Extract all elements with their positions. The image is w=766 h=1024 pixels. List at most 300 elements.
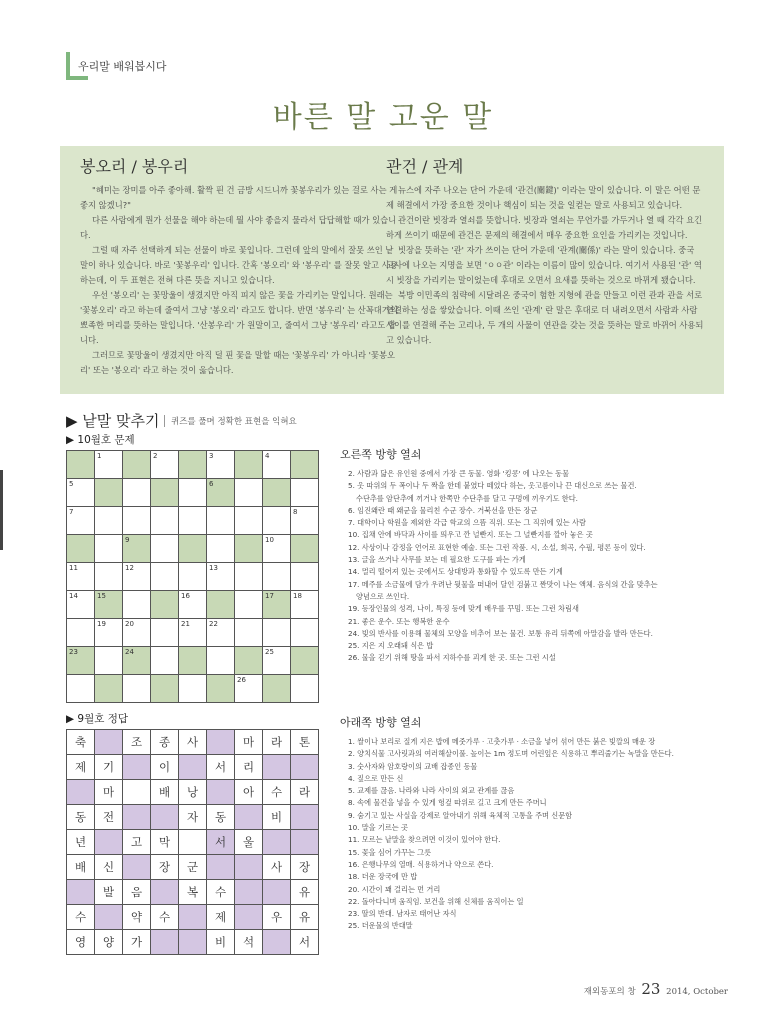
puzzle-cell[interactable] — [179, 619, 207, 647]
puzzle-cell[interactable] — [123, 479, 151, 507]
answer-char: 서 — [214, 835, 227, 849]
answer-cell — [95, 730, 123, 755]
publication-name: 재외동포의 창 — [583, 987, 636, 997]
clue-number: 21 — [181, 620, 190, 628]
answer-cell — [67, 905, 95, 930]
answer-char: 아 — [242, 785, 255, 799]
clue-number: 18 — [293, 592, 302, 600]
puzzle-cell[interactable] — [67, 591, 95, 619]
clue-number: 11 — [69, 564, 78, 572]
puzzle-cell[interactable] — [263, 619, 291, 647]
answer-char: 수 — [270, 785, 283, 799]
puzzle-cell — [179, 451, 207, 479]
article-paragraph: 우선 '봉오리' 는 꽃망울이 생겼지만 아직 피지 않은 꽃을 가리키는 말입니다. 원래는 '꽃봉오리' 라고 하는데 줄여서 그냥 '봉오리' 라고도 합니다. 반면 '봉우리' 는 산꼭대기의 뾰족한 머리를 뜻하는 말입니다. '산봉우리' 가 원말이고, 줄여서 그냥 '봉우리' 라고도 합니다. — [80, 290, 398, 345]
answer-cell — [263, 880, 291, 905]
puzzle-cell[interactable] — [207, 563, 235, 591]
answer-char: 약 — [130, 910, 143, 924]
puzzle-cell[interactable] — [291, 591, 319, 619]
clue-item: 5. 옷 따위의 두 폭이나 두 짝을 한데 붙였다 떼었다 하는, 옷고름이나 끈 대신으로 쓰는 물건. — [348, 481, 637, 491]
answer-cell — [235, 880, 263, 905]
answer-cell — [291, 830, 319, 855]
puzzle-cell[interactable] — [67, 563, 95, 591]
clue-item: 11. 모르는 낱말을 찾으려면 이것이 있어야 한다. — [348, 835, 501, 845]
puzzle-cell[interactable] — [235, 591, 263, 619]
answer-char: 수 — [214, 885, 227, 899]
puzzle-cell — [263, 591, 291, 619]
answer-cell — [67, 755, 95, 780]
answer-cell — [67, 730, 95, 755]
puzzle-cell — [67, 451, 95, 479]
answer-cell — [207, 855, 235, 880]
answer-char: 낭 — [186, 785, 199, 799]
answer-cell — [123, 855, 151, 880]
page-footer — [584, 980, 728, 998]
answer-cell — [179, 755, 207, 780]
puzzle-cell[interactable] — [95, 507, 123, 535]
answer-cell — [207, 905, 235, 930]
answer-char: 이 — [158, 760, 171, 774]
quiz-header — [66, 410, 297, 431]
answer-char: 장 — [298, 860, 311, 874]
puzzle-cell — [151, 675, 179, 703]
answer-cell — [95, 830, 123, 855]
answer-cell — [123, 730, 151, 755]
puzzle-cell — [207, 479, 235, 507]
answer-cell — [207, 730, 235, 755]
answer-cell — [263, 755, 291, 780]
answer-cell — [291, 855, 319, 880]
puzzle-cell[interactable] — [151, 647, 179, 675]
puzzle-cell[interactable] — [151, 619, 179, 647]
puzzle-cell[interactable] — [151, 535, 179, 563]
clue-item: 10. 말을 기르는 곳 — [348, 823, 408, 833]
puzzle-cell[interactable] — [151, 507, 179, 535]
answer-char: 사 — [186, 735, 199, 749]
puzzle-cell[interactable] — [95, 535, 123, 563]
article-paragraph: 다른 사람에게 뭔가 선물을 해야 하는데 뭘 사야 좋을지 물라서 답답해할 때가 있습니다. — [80, 215, 397, 240]
clue-item: 25. 더운물의 반대말 — [348, 921, 413, 931]
puzzle-cell — [291, 647, 319, 675]
answer-cell — [235, 755, 263, 780]
clue-item: 13. 글을 쓰거나 사무를 보는 데 필요한 도구를 파는 가게 — [348, 555, 526, 565]
answer-char: 유 — [298, 910, 311, 924]
clue-number: 22 — [209, 620, 218, 628]
puzzle-cell[interactable] — [95, 563, 123, 591]
article-heading: 봉오리 / 봉우리 — [80, 157, 189, 176]
answer-char: 양 — [102, 935, 115, 949]
puzzle-cell — [207, 675, 235, 703]
answer-cell — [123, 755, 151, 780]
clue-item: 6. 임진왜란 때 왜군을 물리친 수군 장수. 거북선을 만든 장군 — [348, 505, 538, 515]
answer-cell — [207, 930, 235, 955]
article-paragraph: 빗장을 뜻하는 '관' 자가 쓰이는 단어 가운데 '관계(關係)' 라는 말이 있습니다. 중국 고사에 나오는 지명을 보면 'ㅇㅇ관' 이라는 이름이 많이 있습니다. 여기서 사용된 '관' 역시 빗장을 가리키는 말이었는데 후대로 오면서 요새를 뜻하는 것으로 바뀌게 됐습니다. — [386, 245, 702, 285]
answer-char: 유 — [298, 885, 311, 899]
answer-cell — [207, 780, 235, 805]
answer-char: 서 — [298, 935, 311, 949]
puzzle-cell — [235, 535, 263, 563]
puzzle-cell — [123, 535, 151, 563]
puzzle-cell — [67, 647, 95, 675]
answer-cell — [151, 730, 179, 755]
answer-cell — [67, 780, 95, 805]
answer-char: 비 — [214, 935, 227, 949]
answer-cell — [151, 905, 179, 930]
puzzle-cell[interactable] — [207, 619, 235, 647]
answer-cell — [123, 880, 151, 905]
answer-cell — [151, 780, 179, 805]
article-paragraph: 관건이란 빗장과 열쇠를 뜻합니다. 빗장과 열쇠는 무언가를 가두거나 열 때 각각 요긴하게 쓰이기 때문에 관건은 문제의 해결에서 매우 중요한 요인을 가리키는 것입니다. — [386, 215, 703, 240]
puzzle-cell[interactable] — [151, 563, 179, 591]
puzzle-cell[interactable] — [179, 591, 207, 619]
puzzle-cell — [263, 675, 291, 703]
puzzle-cell[interactable] — [291, 675, 319, 703]
clue-number: 14 — [69, 592, 78, 600]
puzzle-cell — [207, 591, 235, 619]
puzzle-cell[interactable] — [235, 479, 263, 507]
article-bongori — [80, 154, 398, 378]
clue-item: 4. 짚으로 만든 신 — [348, 773, 404, 783]
puzzle-cell[interactable] — [263, 647, 291, 675]
clue-item: 23. 딸의 반대. 남자로 태어난 자식 — [348, 909, 457, 919]
answer-char: 톤 — [298, 735, 311, 749]
clue-item: 14. 멀리 떨어져 있는 곳에서도 상대방과 통화할 수 있도록 만든 기계 — [348, 567, 563, 577]
answer-char: 복 — [186, 885, 199, 899]
puzzle-cell[interactable] — [235, 619, 263, 647]
clue-item: 25. 지은 지 오래돼 식은 밥 — [348, 641, 434, 651]
answer-cell — [263, 830, 291, 855]
answer-cell — [123, 805, 151, 830]
puzzle-cell — [95, 479, 123, 507]
puzzle-cell[interactable] — [291, 563, 319, 591]
answer-char: 동 — [214, 810, 227, 824]
clue-item: 10. 집채 안에 바닥과 사이를 띄우고 깐 널빤지. 또는 그 널빤지를 깔아 놓은 곳 — [348, 530, 593, 540]
puzzle-cell[interactable] — [207, 647, 235, 675]
answer-cell — [291, 880, 319, 905]
answer-char: 신 — [102, 860, 115, 874]
answer-char: 배 — [158, 785, 171, 799]
answer-char: 리 — [242, 760, 255, 774]
answer-char: 기 — [102, 760, 115, 774]
article-paragraph: 뉴스에 자주 나오는 단어 가운데 '관건(關鍵)' 이라는 말이 있습니다. 이 말은 어떤 문제 해결에서 가장 중요한 것이나 핵심이 되는 것을 일컫는 말로 사용되고 있습니다. — [386, 185, 701, 210]
clue-item: 9. 숨기고 있는 사실을 강제로 알아내기 위해 육체적 고통을 주며 신문함 — [348, 810, 573, 820]
answer-char: 울 — [242, 835, 255, 849]
answer-cell — [179, 855, 207, 880]
clue-item: 2. 양치식물 고사릿과의 여러해살이풀. 높이는 1m 정도며 어린잎은 식용하고 뿌리줄기는 녹말을 만든다. — [348, 749, 674, 759]
puzzle-cell[interactable] — [207, 507, 235, 535]
answer-cell — [235, 805, 263, 830]
answer-char: 라 — [298, 785, 311, 799]
puzzle-cell[interactable] — [123, 675, 151, 703]
answer-cell — [151, 805, 179, 830]
answer-cell — [67, 880, 95, 905]
answer-char: 음 — [130, 885, 143, 899]
answer-char: 비 — [270, 810, 283, 824]
puzzle-cell[interactable] — [95, 619, 123, 647]
answer-cell — [235, 730, 263, 755]
clue-number: 19 — [97, 620, 106, 628]
puzzle-cell[interactable] — [67, 675, 95, 703]
answer-cell — [291, 905, 319, 930]
answer-char: 발 — [102, 885, 115, 899]
puzzle-cell[interactable] — [151, 451, 179, 479]
puzzle-cell[interactable] — [207, 535, 235, 563]
answer-cell — [235, 905, 263, 930]
section-tag-label: 우리말 배워봅시다 — [78, 60, 167, 73]
clue-item: 3. 숫사자와 암호랑이의 교배 잡종인 동물 — [348, 761, 478, 771]
puzzle-cell[interactable] — [263, 451, 291, 479]
answer-cell — [263, 905, 291, 930]
clue-item: 26. 물을 긷기 위해 땅을 파서 지하수를 괴게 한 곳. 또는 그런 시설 — [348, 653, 556, 663]
answer-cell — [151, 830, 179, 855]
answer-cell — [263, 730, 291, 755]
answer-char: 마 — [242, 735, 255, 749]
answer-char: 동 — [74, 810, 87, 824]
answer-cell — [207, 830, 235, 855]
puzzle-cell — [123, 451, 151, 479]
article-paragraph: 그러므로 꽃망울이 생겼지만 아직 덜 핀 꽃을 말할 때는 '꽃봉우리' 가 아니라 '꽃봉오리' 또는 '봉오리' 라고 하는 것이 옳습니다. — [80, 350, 395, 375]
answer-cell — [123, 830, 151, 855]
clue-number: 3 — [209, 452, 214, 460]
answer-char: 수 — [74, 910, 87, 924]
answer-label: ▶ 9월호 정답 — [66, 713, 129, 725]
puzzle-cell[interactable] — [179, 563, 207, 591]
answer-cell — [291, 780, 319, 805]
page-title: 바른 말 고운 말 — [272, 100, 494, 135]
article-paragraph: "혜미는 장미를 아주 좋아해. 활짝 핀 건 금방 시드니까 꽃봉우리가 있는 걸로 사는 게 좋지 않겠니?" — [80, 185, 398, 210]
answer-cell — [95, 805, 123, 830]
answer-char: 종 — [158, 735, 171, 749]
answer-cell — [179, 930, 207, 955]
clue-number: 2 — [153, 452, 158, 460]
clue-number: 5 — [69, 480, 74, 488]
clue-item: 수단추를 암단추에 끼거나 한쪽만 수단추를 달고 구멍에 끼우기도 한다. — [356, 493, 578, 503]
clue-item: 7. 대학이나 학원을 제외한 각급 학교의 으뜸 직위. 또는 그 직위에 있는 사람 — [348, 518, 586, 528]
answer-char: 축 — [74, 735, 87, 749]
page-edge-mark — [0, 470, 3, 550]
answer-cell — [95, 905, 123, 930]
puzzle-cell — [235, 647, 263, 675]
clue-item: 8. 속에 물건을 넣을 수 있게 헝겊 따위로 길고 크게 만든 주머니 — [348, 798, 547, 808]
clue-item: 양념으로 쓰인다. — [356, 591, 410, 601]
answer-cell — [67, 930, 95, 955]
answer-char: 장 — [158, 860, 171, 874]
clue-number: 15 — [97, 592, 106, 600]
answer-cell — [151, 880, 179, 905]
quiz-subtitle: 퀴즈를 풀며 정확한 표현을 익혀요 — [164, 415, 297, 427]
answer-cell — [123, 930, 151, 955]
answer-char: 막 — [158, 835, 171, 849]
puzzle-cell — [179, 535, 207, 563]
answer-cell — [95, 780, 123, 805]
answer-cell — [67, 830, 95, 855]
down-heading: 아래쪽 방향 열쇠 — [340, 716, 422, 729]
puzzle-cell — [151, 591, 179, 619]
answer-cell — [179, 830, 207, 855]
page-number: 23 — [641, 980, 661, 998]
puzzle-cell[interactable] — [263, 535, 291, 563]
answer-char: 서 — [214, 760, 227, 774]
answer-char: 우 — [270, 910, 283, 924]
answer-cell — [235, 930, 263, 955]
down-clues — [340, 714, 730, 933]
clue-item: 2. 사람과 닮은 유인원 중에서 가장 큰 동물. 영화 '킹콩' 에 나오는 동물 — [348, 469, 570, 478]
puzzle-cell[interactable] — [123, 619, 151, 647]
clue-number: 9 — [125, 536, 130, 544]
clue-item: 12. 사상이나 감정을 언어로 표현한 예술. 또는 그런 작품. 시, 소설, 희곡, 수필, 평론 등이 있다. — [348, 542, 646, 552]
clue-item: 1. 쌀이나 보리로 질게 지은 밥에 메줏가루 · 고춧가루 · 소금을 넣어 섞어 만든 붉은 빛깔의 매운 장 — [348, 737, 656, 746]
article-heading: 관건 / 관계 — [386, 157, 464, 176]
puzzle-cell — [123, 647, 151, 675]
answer-cell — [67, 805, 95, 830]
answer-char: 수 — [158, 910, 171, 924]
answer-cell — [291, 930, 319, 955]
clue-number: 13 — [209, 564, 218, 572]
clue-number: 23 — [69, 648, 78, 656]
answer-cell — [207, 755, 235, 780]
answer-cell — [95, 880, 123, 905]
clue-item: 21. 좋은 운수. 또는 행복한 운수 — [348, 616, 450, 626]
answer-char: 자 — [186, 810, 199, 824]
answer-cell — [151, 755, 179, 780]
problem-label: ▶ 10월호 문제 — [66, 434, 135, 446]
puzzle-cell[interactable] — [291, 619, 319, 647]
puzzle-cell[interactable] — [123, 591, 151, 619]
puzzle-cell[interactable] — [179, 507, 207, 535]
clue-number: 4 — [265, 452, 270, 460]
answer-char: 배 — [74, 860, 87, 874]
puzzle-cell[interactable] — [291, 507, 319, 535]
answer-cell — [263, 780, 291, 805]
puzzle-cell[interactable] — [95, 451, 123, 479]
clue-item: 22. 돌아다니며 움직임. 보건을 위해 신체를 움직이는 일 — [348, 896, 524, 906]
article-paragraph: 그럴 때 자주 선택하게 되는 선물이 바로 꽃입니다. 그런데 앞의 말에서 잘못 쓰인 낱말이 하나 있습니다. 바로 '꽃봉우리' 입니다. 간혹 '봉오리' 와 '봉우리' 를 잘못 알고 사용하는데, 이 두 표현은 전혀 다른 뜻을 지니고 있습니다. — [80, 245, 398, 285]
answer-char: 석 — [242, 935, 255, 949]
puzzle-cell — [179, 647, 207, 675]
answer-cell — [235, 780, 263, 805]
answer-char: 조 — [130, 735, 143, 749]
answer-cell — [263, 930, 291, 955]
answer-char: 고 — [130, 835, 143, 849]
puzzle-cell[interactable] — [67, 479, 95, 507]
answer-cell — [179, 805, 207, 830]
answer-cell — [207, 880, 235, 905]
answer-cell — [67, 855, 95, 880]
puzzle-cell — [151, 479, 179, 507]
clue-number: 25 — [265, 648, 274, 656]
issue-date: 2014, October — [666, 987, 728, 997]
answer-cell — [95, 930, 123, 955]
puzzle-cell — [95, 591, 123, 619]
answer-cell — [291, 805, 319, 830]
clue-item: 24. 빛의 반사를 이용해 물체의 모양을 비추어 보는 물건. 보통 유리 뒤쪽에 아말감을 발라 만든다. — [348, 628, 653, 638]
clue-number: 24 — [125, 648, 134, 656]
puzzle-cell[interactable] — [179, 479, 207, 507]
clue-item: 15. 꽃을 심어 가꾸는 그릇 — [348, 847, 432, 857]
across-heading: 오른쪽 방향 열쇠 — [340, 448, 422, 461]
answer-char: 라 — [270, 735, 283, 749]
answer-cell — [123, 780, 151, 805]
puzzle-cell[interactable] — [123, 563, 151, 591]
puzzle-cell[interactable] — [263, 507, 291, 535]
puzzle-cell[interactable] — [123, 507, 151, 535]
puzzle-cell[interactable] — [235, 675, 263, 703]
clue-number: 7 — [69, 508, 74, 516]
quiz-title: ▶ 낱말 맞추기 — [66, 412, 160, 430]
answer-char: 제 — [74, 760, 87, 774]
puzzle-cell[interactable] — [67, 619, 95, 647]
answer-char: 년 — [74, 835, 87, 849]
puzzle-cell[interactable] — [179, 675, 207, 703]
clue-item: 18. 더운 장국에 만 밥 — [348, 872, 418, 882]
answer-cell — [235, 830, 263, 855]
clue-number: 6 — [209, 480, 214, 488]
answer-cell — [235, 855, 263, 880]
puzzle-cell — [235, 451, 263, 479]
clue-item: 17. 메주를 소금물에 담가 우려난 뒷물을 떠내어 달인 검붉고 짠맛이 나는 액체. 음식의 간을 맞추는 — [348, 579, 658, 589]
answer-cell — [123, 905, 151, 930]
answer-cell — [179, 905, 207, 930]
answer-char: 전 — [102, 810, 115, 824]
answer-cell — [151, 930, 179, 955]
answer-cell — [179, 780, 207, 805]
answer-char: 가 — [130, 935, 143, 949]
article-gwangeon — [386, 154, 704, 348]
puzzle-cell[interactable] — [235, 507, 263, 535]
clue-item: 20. 시간이 꽤 걸리는 먼 거리 — [348, 884, 441, 894]
answer-cell — [291, 730, 319, 755]
answer-cell — [95, 755, 123, 780]
clue-number: 20 — [125, 620, 134, 628]
articles-panel — [60, 146, 724, 394]
puzzle-cell[interactable] — [207, 451, 235, 479]
puzzle-cell — [291, 535, 319, 563]
puzzle-cell — [67, 535, 95, 563]
puzzle-cell[interactable] — [67, 507, 95, 535]
clue-number: 26 — [237, 676, 246, 684]
clue-number: 17 — [265, 592, 274, 600]
answer-cell — [151, 855, 179, 880]
answer-cell — [263, 855, 291, 880]
answer-cell — [179, 880, 207, 905]
clue-item: 16. 은행나무의 열매. 식용하거나 약으로 쓴다. — [348, 859, 494, 869]
clue-number: 16 — [181, 592, 190, 600]
answer-cell — [263, 805, 291, 830]
puzzle-cell — [263, 479, 291, 507]
clue-number: 1 — [97, 452, 102, 460]
clue-number: 8 — [293, 508, 298, 516]
puzzle-cell[interactable] — [291, 479, 319, 507]
across-clues — [340, 446, 730, 665]
answer-char: 영 — [74, 935, 87, 949]
answer-char: 사 — [270, 860, 283, 874]
puzzle-cell[interactable] — [263, 563, 291, 591]
answer-cell — [179, 730, 207, 755]
puzzle-cell[interactable] — [95, 647, 123, 675]
article-paragraph: 북방 이민족의 침략에 시달려온 중국이 험한 지형에 관을 만들고 이런 관과 관을 서로 연결하는 성을 쌓았습니다. 이때 쓰인 '관계' 란 말은 후대로 더 내려오면서 사람과 사람 사이를 연결해 주는 고리나, 두 개의 사물이 연관을 갖는 것을 뜻하는 말로 바뀌어 사용되고 있습니다. — [386, 290, 704, 345]
clue-item: 19. 등장인물의 성격, 나이, 특징 등에 맞게 배우를 꾸밈. 또는 그런 차림새 — [348, 604, 579, 614]
answer-grid — [66, 729, 319, 955]
puzzle-cell[interactable] — [235, 563, 263, 591]
puzzle-cell — [95, 675, 123, 703]
answer-char: 마 — [102, 785, 115, 799]
crossword-grid[interactable] — [66, 450, 319, 703]
puzzle-cell — [291, 451, 319, 479]
clue-number: 10 — [265, 536, 274, 544]
clue-item: 5. 교제를 끊음. 나라와 나라 사이의 외교 관계를 끊음 — [348, 786, 515, 796]
clue-number: 12 — [125, 564, 134, 572]
answer-char: 제 — [214, 910, 227, 924]
answer-cell — [291, 755, 319, 780]
